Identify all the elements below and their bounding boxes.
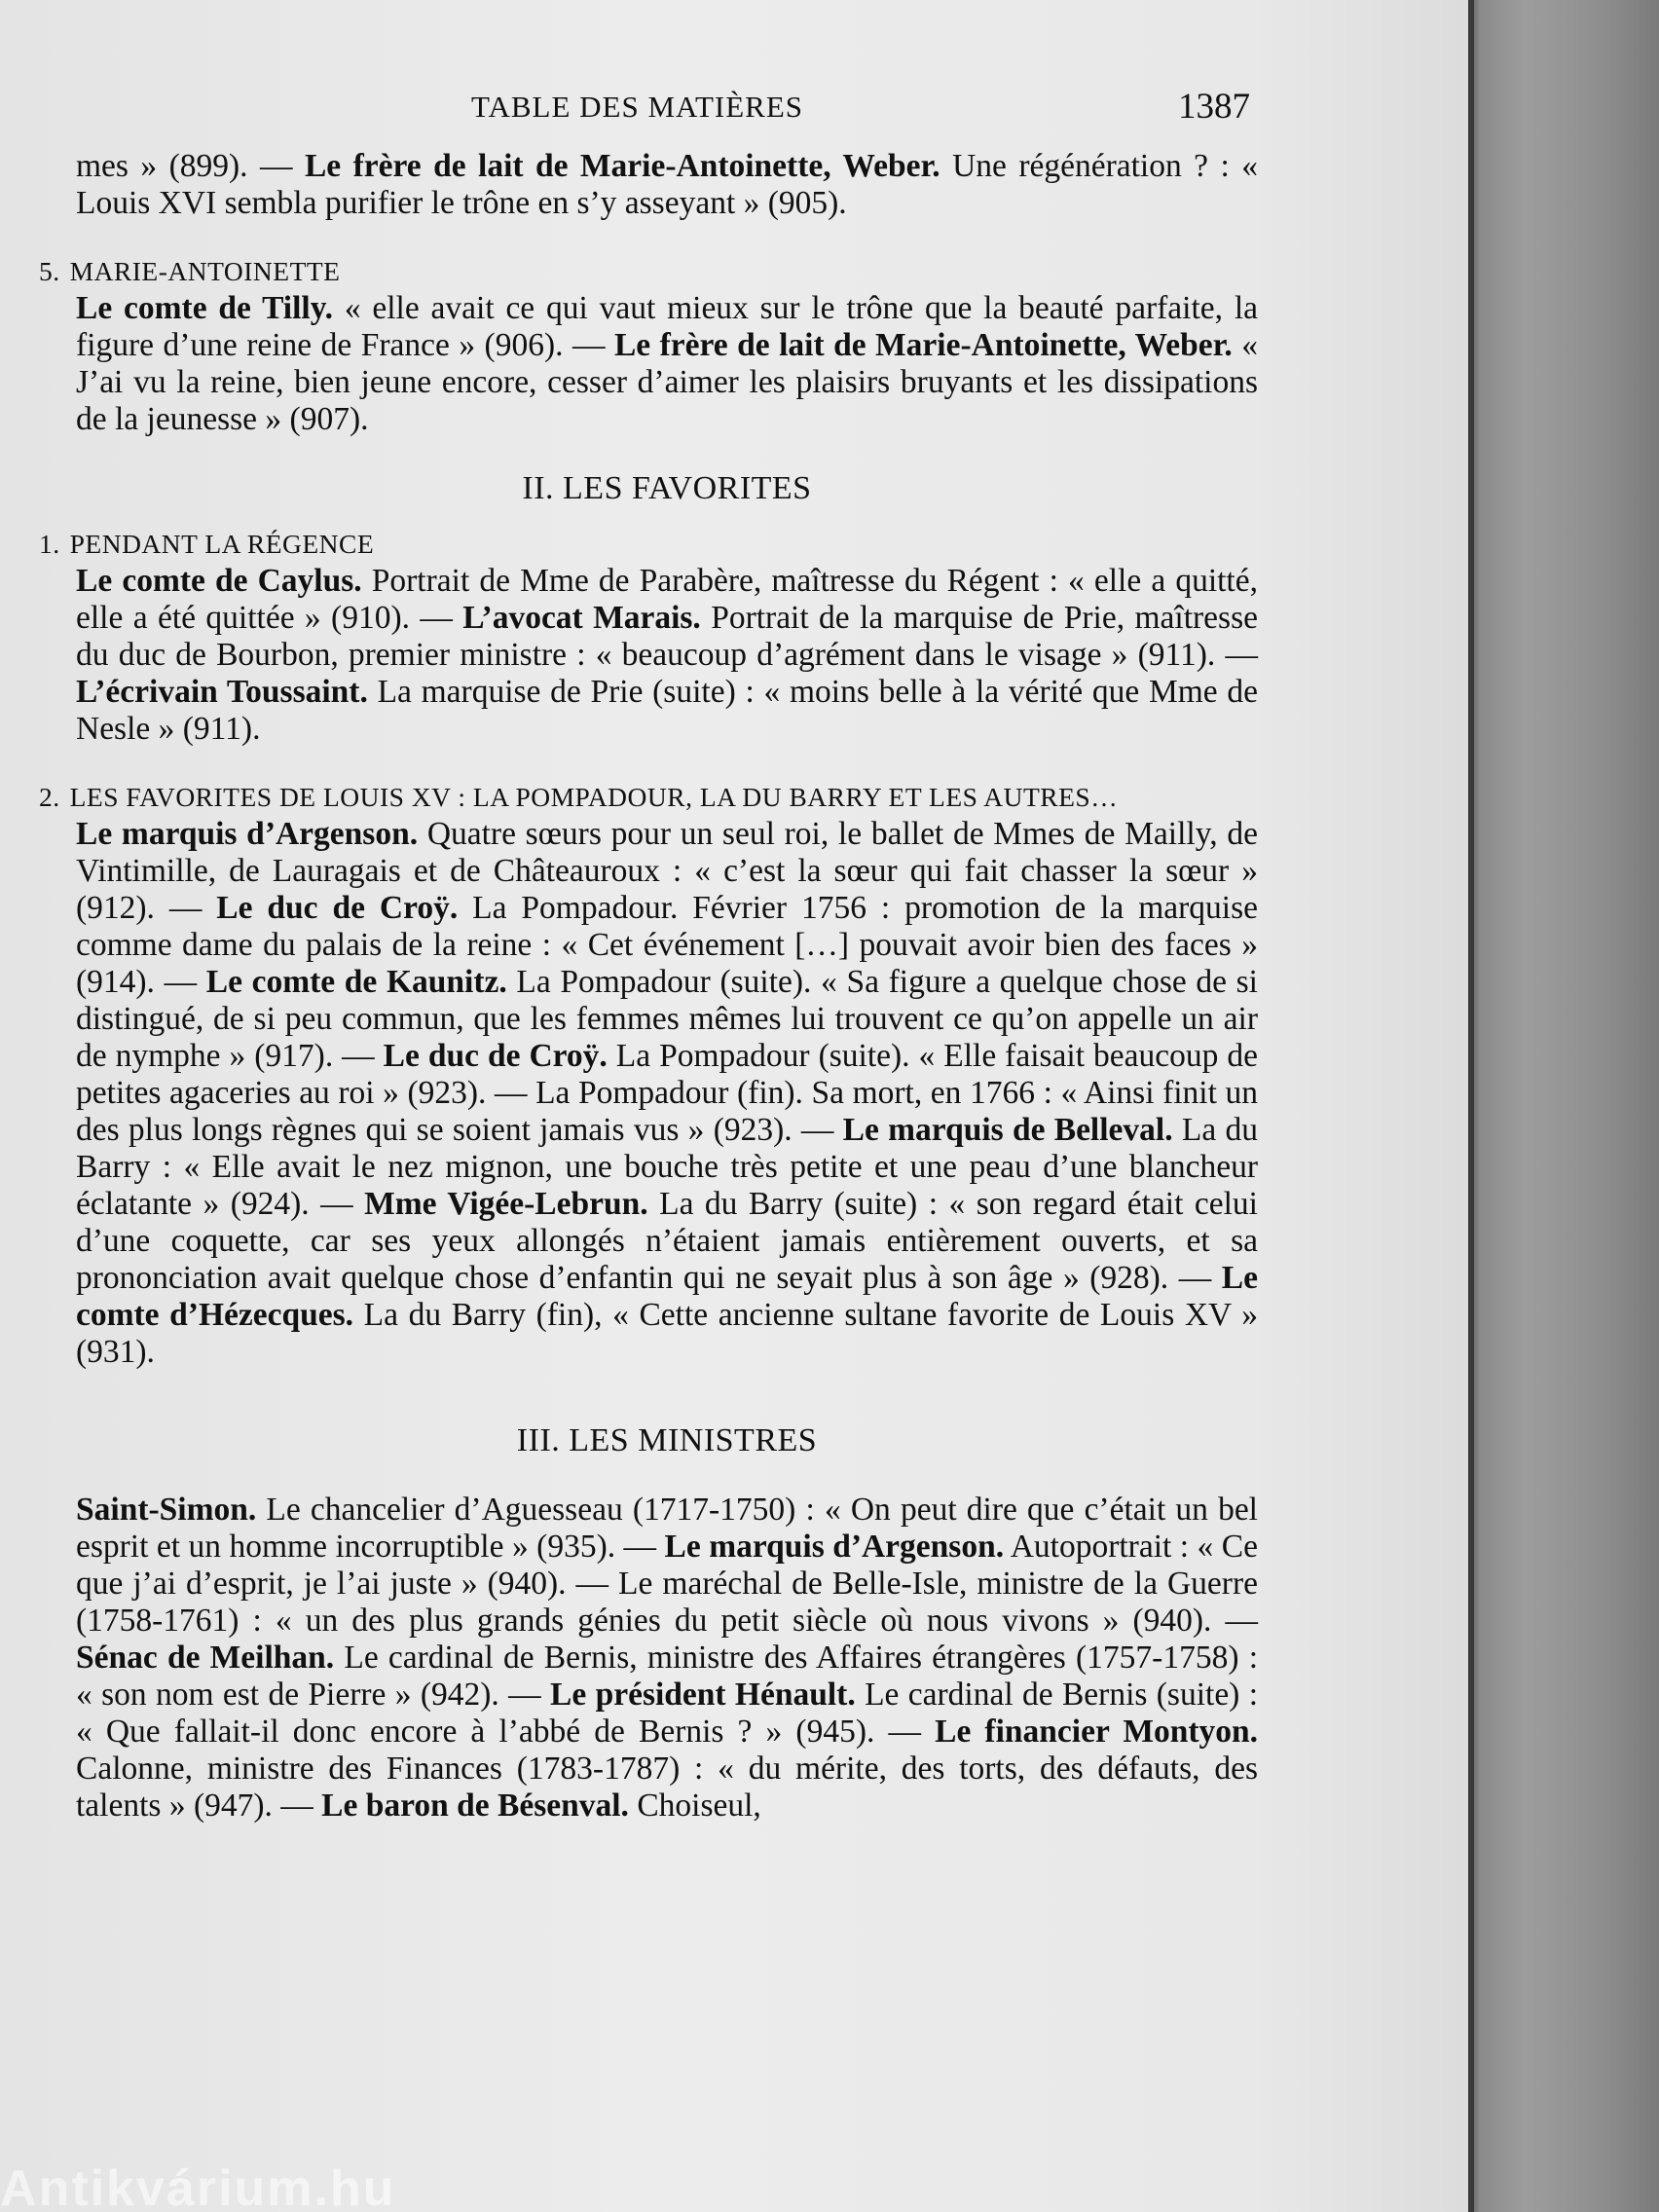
author-name: Le frère de lait de Marie-Antoinette, Weber. [304, 148, 940, 184]
entry-text: Autoportrait : « Ce que j’ai d’esprit, je l’ai juste » (940). — Le maréchal de Belle-Isle, ministre de la Guerre (1758-1761) : « un des plus grands génies du petit siècle où nous vivons » (940). — [76, 1529, 1258, 1639]
author-name: Le marquis d’Argenson. [76, 816, 419, 852]
section-label: LES FAVORITES DE LOUIS XV : LA POMPADOUR, LA DU BARRY ET LES AUTRES… [69, 782, 1119, 812]
entry-paragraph-regence [76, 563, 1258, 748]
entry-text: La marquise de Prie (suite) : « moins belle à la vérité que Mme de Nesle » (911). [76, 674, 1258, 747]
author-name: Le marquis de Belleval. [842, 1112, 1173, 1148]
author-name: Saint-Simon. [76, 1492, 257, 1528]
entry-text: La du Barry : « Elle avait le nez mignon, une bouche très petite et une peau d’une blancheur éclatante » (924). — [76, 1112, 1258, 1222]
entry-text: La du Barry (fin), « Cette ancienne sultane favorite de Louis XV » (931). [76, 1297, 1258, 1370]
section-heading-louis-xv [39, 779, 1258, 816]
entry-text: La Pompadour. Février 1756 : promotion de la marquise comme dame du palais de la reine : « Cet événement […] pouvait avoir bien des faces » (914). — [76, 890, 1259, 1000]
part-heading-favorites: II. LES FAVORITES [522, 470, 812, 506]
author-name: Le duc de Croÿ. [216, 890, 459, 926]
entry-text: La du Barry (suite) : « son regard était celui d’une coquette, car ses yeux allongés n’étaient jamais entièrement ouverts, et sa prononciation avait quelque chose d’enfantin qui ne seyait plus à son âge » (928). — [76, 1186, 1258, 1296]
section-label: PENDANT LA RÉGENCE [69, 529, 375, 559]
page-margin-background [1468, 0, 1659, 2212]
author-name: Le comte d’Hézecques. [76, 1260, 1258, 1333]
section-number: 5. [39, 256, 60, 286]
author-name: L’avocat Marais. [462, 600, 701, 636]
entry-paragraph-ministers [76, 1492, 1258, 1825]
author-name: Le frère de lait de Marie-Antoinette, Weber. [613, 327, 1233, 363]
section-number: 1. [39, 529, 60, 559]
entry-text: Portrait de la marquise de Prie, maîtresse du duc de Bourbon, premier ministre : « beaucoup d’agrément dans le visage » (911). — [76, 600, 1258, 673]
author-name: Le comte de Caylus. [76, 563, 362, 599]
author-name: Mme Vigée-Lebrun. [364, 1186, 648, 1222]
entry-text: Une régénération ? : « Louis XVI sembla purifier le trône en s’y asseyant » (905). [76, 148, 1258, 221]
entry-paragraph-marie-antoinette [76, 290, 1258, 438]
entry-text: Portrait de Mme de Parabère, maîtresse du Régent : « elle a quitté, elle a été quittée » (910). — [76, 563, 1258, 636]
entry-paragraph-louis-xv [76, 816, 1258, 1371]
author-name: Le marquis d’Argenson. [664, 1529, 1005, 1565]
entry-text: Le cardinal de Bernis, ministre des Affaires étrangères (1757-1758) : « son nom est de Pierre » (942). — [76, 1640, 1258, 1713]
entry-text: Le chancelier d’Aguesseau (1717-1750) : « On peut dire que c’était un bel esprit et un homme incorruptible » (935). — [76, 1492, 1258, 1565]
section-heading-regence [39, 526, 1258, 563]
entry-text: « J’ai vu la reine, bien jeune encore, cesser d’aimer les plaisirs bruyants et les dissipations de la jeunesse » (907). [76, 327, 1259, 437]
section-number: 2. [39, 782, 60, 812]
author-name: Le financier Montyon. [935, 1714, 1258, 1750]
running-title: TABLE DES MATIÈRES [471, 90, 804, 124]
section-heading-marie-antoinette [39, 253, 1258, 290]
entry-text: La Pompadour (suite). « Sa figure a quelque chose de si distingué, de si peu commun, que les femmes mêmes lui trouvent ce qu’on appelle un air de nymphe » (917). — [76, 964, 1258, 1074]
page-edge-shadow [1468, 0, 1474, 2212]
running-head [0, 86, 1468, 130]
entry-text: La Pompadour (suite). « Elle faisait beaucoup de petites agaceries au roi » (923). — La Pompadour (fin). Sa mort, en 1766 : « Ainsi finit un des plus longs règnes qui se soient jamais vus » (923). — [76, 1038, 1258, 1148]
entry-text: Le cardinal de Bernis (suite) : « Que fallait-il donc encore à l’abbé de Bernis ? » (945). — [76, 1677, 1259, 1750]
watermark: Antikvárium.hu [0, 2160, 396, 2212]
entry-text: Choiseul, [628, 1788, 761, 1824]
entry-text: mes » (899). — [76, 148, 305, 184]
part-heading-ministers: III. LES MINISTRES [516, 1422, 818, 1458]
table-of-contents [39, 148, 1259, 1825]
author-name: Le comte de Tilly. [76, 290, 334, 326]
author-name: Le président Hénault. [550, 1677, 856, 1713]
page-number: 1387 [1178, 87, 1250, 127]
author-name: Le duc de Croÿ. [383, 1038, 608, 1074]
section-label: MARIE-ANTOINETTE [69, 256, 341, 286]
author-name: Sénac de Meilhan. [76, 1640, 335, 1676]
author-name: Le baron de Bésenval. [321, 1788, 629, 1824]
entry-paragraph-continued [76, 148, 1258, 222]
entry-text: « elle avait ce qui vaut mieux sur le trône que la beauté parfaite, la figure d’une reine de France » (906). — [76, 290, 1258, 363]
author-name: Le comte de Kaunitz. [205, 964, 507, 1000]
entry-text: Quatre sœurs pour un seul roi, le ballet de Mmes de Mailly, de Vintimille, de Lauragais et de Châteauroux : « c’est la sœur qui fait chasser la sœur » (912). — [76, 816, 1258, 926]
entry-text: Calonne, ministre des Finances (1783-1787) : « du mérite, des torts, des défauts, des talents » (947). — [76, 1751, 1258, 1824]
author-name: L’écrivain Toussaint. [76, 674, 368, 710]
